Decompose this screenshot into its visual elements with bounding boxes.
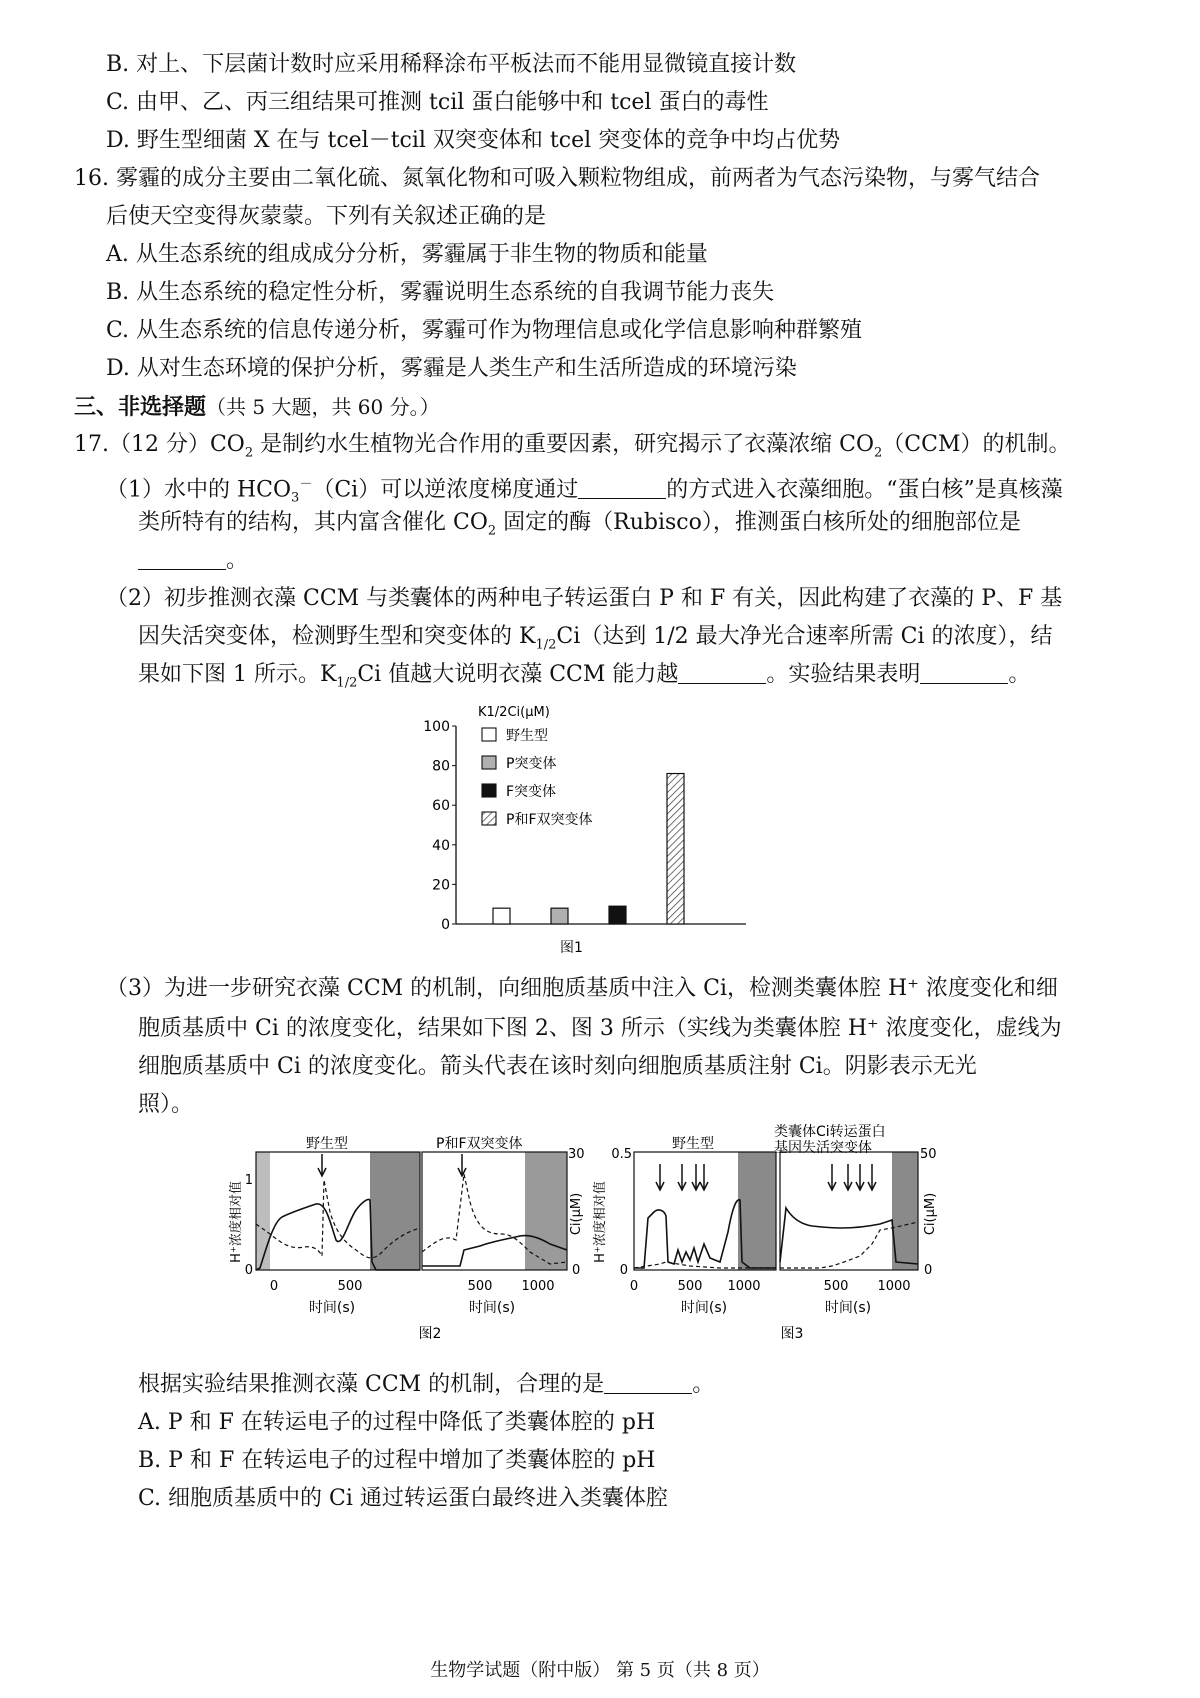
fig3-p1-arrow-2 — [678, 1164, 686, 1190]
fig1-caption: 图1 — [560, 940, 583, 956]
q15-option-c: C. 由甲、乙、丙三组结果可推测 tcil 蛋白能够中和 tcel 蛋白的毒性 — [106, 90, 769, 115]
fig3-x-label-1: 时间(s) — [680, 1300, 728, 1316]
fig2-x-label-1: 时间(s) — [308, 1300, 356, 1316]
fig3-x-tick-0: 0 — [629, 1279, 639, 1294]
q17-p3-question-b: 。 — [692, 1372, 715, 1397]
fig3-x-tick-2: 1000 — [727, 1279, 761, 1294]
fig3-panel2-title-2: 基因失活突变体 — [774, 1140, 872, 1156]
fig2-x-tick-0: 0 — [269, 1279, 279, 1294]
fig3-y-tick-0: 0 — [619, 1263, 628, 1278]
fig1-legend-swatch-1 — [482, 728, 496, 741]
fig3-panel1-title: 野生型 — [672, 1136, 714, 1152]
q17-stem-a: 17.（12 分）CO — [74, 432, 245, 457]
q17-p3-line1: （3）为进一步研究衣藻 CCM 的机制，向细胞质基质中注入 Ci，检测类囊体腔 H⁺ 浓度变化和细 — [106, 976, 1058, 1001]
fig2-x-tick-3: 1000 — [521, 1279, 555, 1294]
answer-blank-1[interactable] — [578, 476, 666, 499]
q17-p2-line2-b: Ci（达到 1/2 最大净光合速率所需 Ci 的浓度），结 — [556, 624, 1053, 649]
q17-stem — [74, 430, 1070, 468]
fig2-p1-shade-right — [370, 1152, 420, 1270]
q17-p3-option-b: B. P 和 F 在转运电子的过程中增加了类囊体腔的 pH — [138, 1448, 656, 1473]
fig3-p2-arrow-4 — [868, 1164, 876, 1190]
q17-p1-line3-text: 。 — [226, 548, 249, 573]
fig1-y-tick-label: 0 — [441, 917, 450, 933]
fig3-y-right-label: Ci(μM) — [923, 1192, 938, 1236]
fig1-y-tick-label: 20 — [432, 877, 450, 894]
q17-p1-line2-sub: 2 — [487, 523, 497, 539]
fig3-p1-shade-right — [738, 1152, 776, 1270]
q17-p1-line2-a: 类所特有的结构，其内富含催化 CO — [138, 510, 488, 535]
fig1-legend-swatch-3 — [482, 784, 496, 797]
q16-stem-line2: 后使天空变得灰蒙蒙。下列有关叙述正确的是 — [106, 204, 547, 229]
q17-stem-sub2: 2 — [874, 445, 883, 461]
fig1-legend-swatch-4 — [482, 812, 496, 825]
fig2-x-tick-1: 500 — [337, 1279, 363, 1294]
q17-p2-line1: （2）初步推测衣藻 CCM 与类囊体的两种电子转运蛋白 P 和 F 有关，因此构建了衣藻的 P、F 基 — [106, 586, 1063, 611]
q15-option-b: B. 对上、下层菌计数时应采用稀释涂布平板法而不能用显微镜直接计数 — [106, 52, 797, 77]
figure-3 — [592, 1123, 938, 1342]
q17-p1-line2 — [138, 508, 1021, 546]
section-heading — [74, 392, 440, 423]
answer-blank-5[interactable] — [604, 1371, 692, 1394]
fig3-x-tick-3: 500 — [823, 1279, 849, 1294]
q17-p3-option-a: A. P 和 F 在转运电子的过程中降低了类囊体腔的 pH — [138, 1410, 656, 1435]
q16-option-c: C. 从生态系统的信息传递分析，雾霾可作为物理信息或化学信息影响种群繁殖 — [106, 318, 863, 343]
q17-p2-line3-sub: 1/2 — [336, 675, 358, 691]
fig2-y-tick-0: 0 — [244, 1263, 253, 1278]
q17-p1-text-b: （Ci）可以逆浓度梯度通过 — [312, 477, 579, 503]
fig3-p2-arrow-3 — [856, 1164, 864, 1190]
figure-1-bar-chart — [420, 700, 750, 965]
figure-2-3-line-charts — [220, 1122, 960, 1352]
q17-p1-text-c: 的方式进入衣藻细胞。“蛋白核”是真核藻 — [666, 477, 1063, 503]
fig1-legend-label-3: F突变体 — [506, 784, 557, 800]
q17-p2-line2 — [138, 622, 1052, 660]
fig3-p2-arrow-2 — [844, 1164, 852, 1190]
fig1-legend-label-1: 野生型 — [506, 728, 548, 744]
fig3-p2-arrow-1 — [828, 1164, 836, 1190]
fig3-p1-arrow-3 — [692, 1164, 700, 1190]
fig3-x-tick-1: 500 — [677, 1279, 703, 1294]
q17-p2-line3 — [138, 660, 1030, 698]
fig3-p2-shade-right — [892, 1152, 918, 1270]
fig3-x-label-2: 时间(s) — [824, 1300, 872, 1316]
fig3-y-tick-1: 0.5 — [611, 1147, 632, 1162]
q17-p3-line4: 照）。 — [138, 1092, 194, 1117]
fig2-p2-arrow — [458, 1154, 466, 1176]
q17-p2-line3-a: 果如下图 1 所示。K — [138, 662, 337, 687]
fig3-x-tick-4: 1000 — [877, 1279, 911, 1294]
q16-option-d: D. 从对生态环境的保护分析，雾霾是人类生产和生活所造成的环境污染 — [106, 356, 797, 381]
fig2-p1-arrow — [318, 1154, 326, 1176]
q17-p1-line2-b: 固定的酶（Rubisco），推测蛋白核所处的细胞部位是 — [496, 510, 1021, 535]
fig2-p1-shade-left — [256, 1152, 270, 1270]
fig1-legend-swatch-2 — [482, 756, 496, 769]
fig1-y-tick-label: 40 — [432, 837, 450, 854]
fig2-y-tick-1: 1 — [244, 1173, 253, 1188]
answer-blank-3[interactable] — [678, 661, 766, 684]
q17-p2-line2-a: 因失活突变体，检测野生型和突变体的 K — [138, 624, 536, 649]
fig1-legend-label-2: P突变体 — [506, 756, 557, 772]
section-title: 三、非选择题 — [74, 394, 207, 420]
q17-p1-text-a: （1）水中的 HCO — [106, 477, 292, 503]
fig3-panel2-title-1: 类囊体Ci转运蛋白 — [774, 1124, 886, 1140]
fig2-y-left-label: H⁺浓度相对值 — [229, 1181, 244, 1263]
fig1-legend-label-4: P和F双突变体 — [506, 812, 593, 828]
q16-option-b: B. 从生态系统的稳定性分析，雾霾说明生态系统的自我调节能力丧失 — [106, 280, 775, 305]
q17-stem-b: 是制约水生植物光合作用的重要因素，研究揭示了衣藻浓缩 CO — [253, 432, 874, 457]
fig1-bar-2 — [551, 908, 568, 924]
q17-stem-c: （CCM）的机制。 — [882, 432, 1071, 457]
fig1-bar-1 — [493, 908, 510, 924]
q17-p2-line3-b: Ci 值越大说明衣藻 CCM 能力越 — [357, 662, 679, 687]
q17-p1-line3 — [138, 546, 248, 576]
figure-2 — [228, 1135, 585, 1342]
fig3-p1-arrow-1 — [656, 1164, 664, 1190]
q17-stem-sub: 2 — [244, 445, 254, 461]
q17-p1-sub: 3 — [291, 490, 300, 506]
q16-option-a: A. 从生态系统的组成成分分析，雾霾属于非生物的物质和能量 — [106, 242, 708, 267]
fig3-y-right-tick-1: 50 — [920, 1147, 937, 1162]
q17-p3-question — [138, 1370, 714, 1400]
fig1-y-tick-label: 60 — [432, 798, 450, 815]
fig1-bar-3 — [609, 906, 626, 924]
fig2-caption: 图2 — [418, 1326, 442, 1342]
fig2-x-tick-2: 500 — [467, 1279, 493, 1294]
q17-p3-question-a: 根据实验结果推测衣藻 CCM 的机制，合理的是 — [138, 1372, 605, 1397]
fig3-y-right-tick-0: 0 — [924, 1263, 933, 1278]
fig2-y-right-tick-1: 30 — [568, 1147, 585, 1162]
fig2-x-label-2: 时间(s) — [468, 1300, 516, 1316]
answer-blank-4[interactable] — [920, 661, 1008, 684]
section-note: （共 5 大题，共 60 分。） — [206, 395, 440, 419]
fig2-y-right-tick-0: 0 — [572, 1263, 581, 1278]
page-footer: 生物学试题（附中版） 第 5 页（共 8 页） — [430, 1660, 770, 1681]
q17-p2-line2-sub: 1/2 — [535, 637, 557, 653]
fig1-y-axis-label: K1/2Ci(μM) — [478, 705, 550, 720]
q17-p3-line3: 细胞质基质中 Ci 的浓度变化。箭头代表在该时刻向细胞质基质注射 Ci。阴影表示无光 — [138, 1054, 977, 1079]
fig3-y-left-label: H⁺浓度相对值 — [593, 1181, 608, 1263]
q17-p2-line3-d: 。 — [1008, 662, 1031, 687]
q17-p2-line3-c: 。实验结果表明 — [766, 662, 921, 687]
q16-stem-line1: 16. 雾霾的成分主要由二氧化硫、氮氧化物和可吸入颗粒物组成，前两者为气态污染物，与雾气结合 — [74, 166, 1040, 191]
q17-p3-option-c: C. 细胞质基质中的 Ci 通过转运蛋白最终进入类囊体腔 — [138, 1486, 668, 1511]
q17-p1-sup: － — [299, 477, 313, 492]
q17-p3-line2: 胞质基质中 Ci 的浓度变化，结果如下图 2、图 3 所示（实线为类囊体腔 H⁺ 浓度变化，虚线为 — [138, 1016, 1062, 1041]
fig1-y-tick-label: 80 — [432, 758, 450, 775]
fig1-y-tick-label: 100 — [423, 719, 450, 735]
fig2-panel2-title: P和F双突变体 — [436, 1136, 523, 1152]
fig3-p1-arrow-4 — [700, 1164, 708, 1190]
fig2-panel1-title: 野生型 — [306, 1136, 348, 1152]
fig2-y-right-label: Ci(μM) — [569, 1192, 584, 1236]
fig3-caption: 图3 — [780, 1326, 804, 1342]
answer-blank-2[interactable] — [138, 547, 226, 570]
q15-option-d: D. 野生型细菌 X 在与 tcel－tcil 双突变体和 tcel 突变体的竞争中均占优势 — [106, 128, 841, 153]
fig1-bar-4 — [667, 774, 684, 924]
